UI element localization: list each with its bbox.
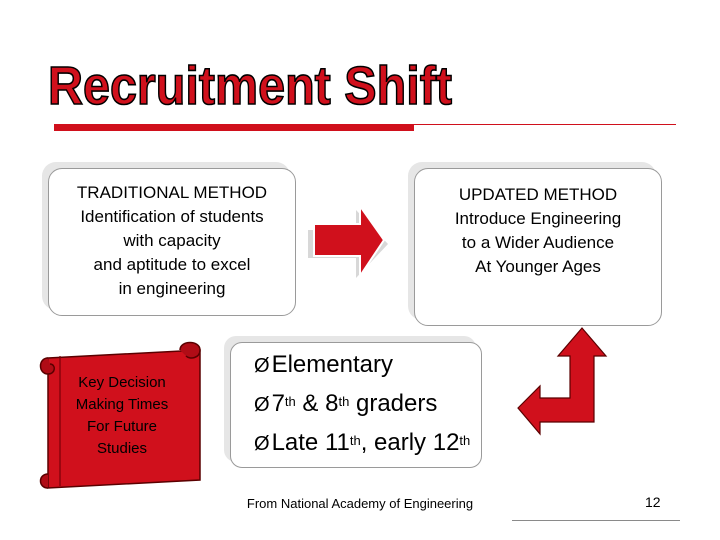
scroll-line: For Future — [86, 418, 158, 435]
list-item: Ø7th & 8th graders — [254, 390, 438, 417]
list-item: ØElementary — [254, 351, 393, 378]
traditional-heading: TRADITIONAL METHOD — [76, 183, 268, 202]
arrow-bullet-icon: Ø — [254, 355, 270, 377]
updated-method-box — [414, 168, 662, 326]
scroll-line: Key Decision — [78, 374, 166, 391]
scroll-line: Making Times — [75, 396, 169, 413]
traditional-method-box — [48, 168, 296, 316]
return-arrow-icon — [500, 322, 616, 447]
scroll-line: Studies — [96, 440, 148, 457]
traditional-line: Identification of students — [80, 207, 264, 226]
arrow-bullet-icon: Ø — [254, 394, 270, 416]
traditional-line: in engineering — [118, 279, 226, 298]
footer-divider — [512, 520, 680, 521]
list-item: ØLate 11th, early 12th — [254, 429, 471, 456]
traditional-line: and aptitude to excel — [93, 255, 251, 274]
slide-title — [44, 46, 464, 118]
title-underline-thick — [54, 124, 414, 131]
updated-line: to a Wider Audience — [461, 233, 615, 252]
traditional-line: with capacity — [123, 231, 221, 250]
scroll-text — [58, 372, 186, 460]
updated-line: At Younger Ages — [475, 257, 601, 276]
slide-title-text: Recruitment Shift — [48, 56, 453, 116]
page-number: 12 — [645, 494, 661, 510]
arrow-bullet-icon: Ø — [254, 433, 270, 455]
updated-heading: UPDATED METHOD — [458, 185, 618, 204]
right-arrow-icon — [300, 204, 396, 285]
footer-source: From National Academy of Engineering — [246, 496, 474, 511]
updated-line: Introduce Engineering — [454, 209, 622, 228]
grade-list — [254, 346, 470, 463]
